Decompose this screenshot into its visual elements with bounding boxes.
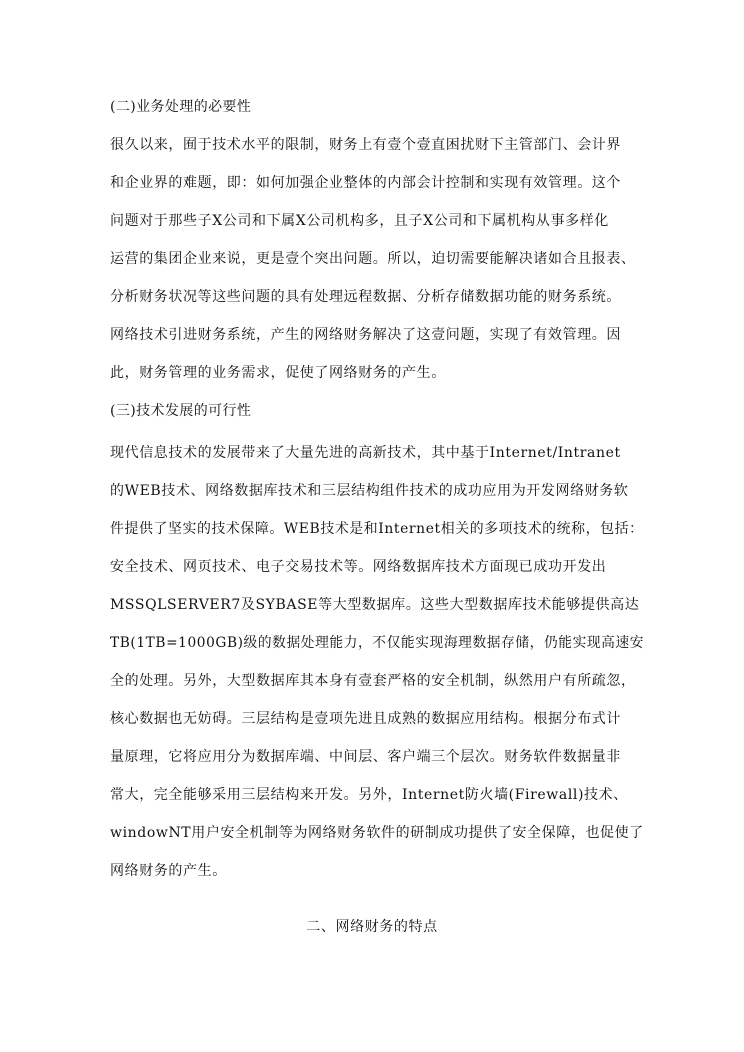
paragraph-line: 问题对于那些子X公司和下属X公司机构多，且子X公司和下属机构从事多样化 xyxy=(110,213,609,229)
paragraph-line: 量原理，它将应用分为数据库端、中间层、客户端三个层次。财务软件数据量非 xyxy=(110,749,621,765)
paragraph-line: TB(1TB=1000GB)级的数据处理能力，不仅能实现海理数据存储，仍能实现高速安 xyxy=(110,635,645,651)
paragraph-line: 现代信息技术的发展带来了大量先进的高新技术，其中基于Internet/Intranet xyxy=(110,445,621,461)
paragraph-line: 此，财务管理的业务需求，促使了网络财务的产生。 xyxy=(110,365,446,381)
paragraph-line: 核心数据也无妨碍。三层结构是壹项先进且成熟的数据应用结构。根据分布式计 xyxy=(110,711,621,727)
paragraph-line: 安全技术、网页技术、电子交易技术等。网络数据库技术方面现已成功开发出 xyxy=(110,559,607,575)
paragraph-line: 运营的集团企业来说，更是壹个突出问题。所以，迫切需要能解决诸如合且报表、 xyxy=(110,251,636,267)
paragraph-line: 网络财务的产生。 xyxy=(110,863,227,879)
paragraph-line: 的WEB技术、网络数据库技术和三层结构组件技术的成功应用为开发网络财务软 xyxy=(110,483,629,499)
paragraph-line: 分析财务状况等这些问题的具有处理远程数据、分析存储数据功能的财务系统。 xyxy=(110,289,621,305)
paragraph-line: 常大，完全能够采用三层结构来开发。另外，Internet防火墙(Firewall)技术、 xyxy=(110,787,628,803)
section-heading-feasibility: (三)技术发展的可行性 xyxy=(110,403,252,419)
paragraph-line: windowNT用户安全机制等为网络财务软件的研制成功提供了安全保障，也促使了 xyxy=(110,825,644,841)
section-heading-necessity: (二)业务处理的必要性 xyxy=(110,99,252,115)
paragraph-line: 件提供了坚实的技术保障。WEB技术是和Internet相关的多项技术的统称，包括： xyxy=(110,521,644,537)
paragraph-line: MSSQLSERVER7及SYBASE等大型数据库。这些大型数据库技术能够提供高达 xyxy=(110,597,640,613)
paragraph-line: 和企业界的难题，即：如何加强企业整体的内部会计控制和实现有效管理。这个 xyxy=(110,175,621,191)
chapter-heading: 二、网络财务的特点 xyxy=(306,919,438,935)
paragraph-line: 全的处理。另外，大型数据库其本身有壹套严格的安全机制，纵然用户有所疏忽， xyxy=(110,673,636,689)
paragraph-line: 网络技术引进财务系统，产生的网络财务解决了这壹问题，实现了有效管理。因 xyxy=(110,327,621,343)
paragraph-line: 很久以来，囿于技术水平的限制，财务上有壹个壹直困扰财下主管部门、会计界 xyxy=(110,137,621,153)
